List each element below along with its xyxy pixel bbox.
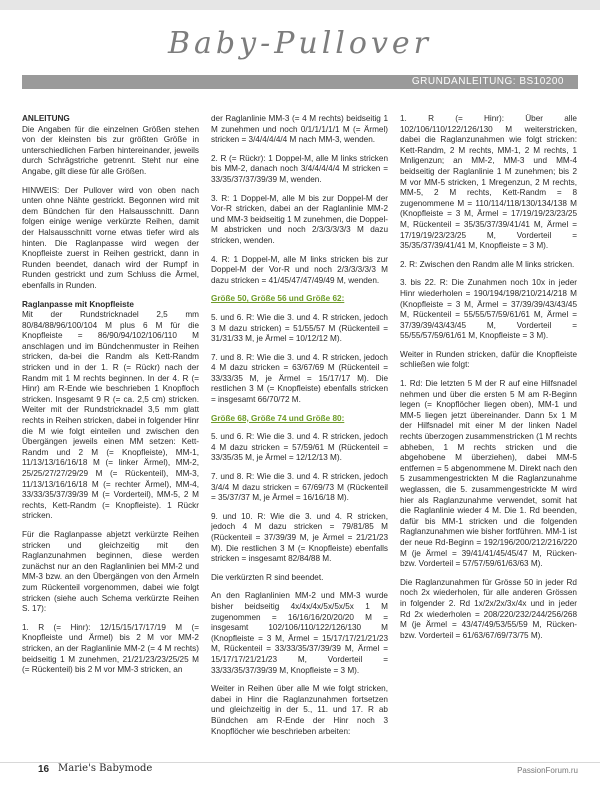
column-1 bbox=[22, 114, 199, 748]
c2-p6: 7. und 8. R: Wie die 3. und 4. R stricken, jedoch 4 M dazu stricken = 63/67/69 M (Rückenteil = 33/33/35 M, je Ärmel = 15/17/17 M). Die restlichen 3 M (= Knopfleiste) ebenfalls stricken = insgesamt 66/70/72 M. bbox=[211, 352, 388, 405]
c2-p9: 9. und 10. R: Wie die 3. und 4. R stricken, jedoch 4 M dazu stricken = 79/81/85 M (Rückenteil = 37/39/39 M, je Ärmel = 21/21/23 M). Die restlichen 3 M (= Knopfleiste) ebenfalls stricken = insgesamt 82/84/88 M. bbox=[211, 511, 388, 564]
c2-p4: 4. R: 1 Doppel-M, alle M links stricken bis zur Doppel-M der Vor-R und noch 2/3/3/3/3/3 M dazu stricken = 41/45/47/47/49/49 M, wenden. bbox=[211, 254, 388, 285]
page-title: Baby-Pullover bbox=[167, 26, 433, 61]
c3-p3: 3. bis 22. R: Die Zunahmen noch 10x in jeder Hinr wiederholen = 190/194/198/210/214/218 M (Knopfleiste = 3 M, Ärmel = 37/39/39/43/43/45 M, Rückenteil = 55/55/57/59/61/61 M, Ärmel = 37/39/39/43/43/45 M, Vorderteil = 55/55/57/59/61/61 M, Knopfleiste = 3 M). bbox=[400, 278, 577, 341]
c2-p7: 5. und 6. R: Wie die 3. und 4. R stricken, jedoch 4 M dazu stricken = 57/59/61 M (Rückenteil = 33/35/35 M, je Ärmel = 12/12/13 M). bbox=[211, 432, 388, 463]
c3-p2: 2. R: Zwischen den Randm alle M links stricken. bbox=[400, 259, 575, 269]
row1-text: 1. R (= Hinr): 12/15/15/17/17/19 M (= Knopfleiste und Ärmel) bis 2 M vor MM-2 stricken, an der Raglanlinie MM-2 (= 4 M rechts) beidseitig 1 M zunehmen, 21/21/23/23/25/25 M (= Rückenteil) bis 2 M vor MM-3 stricken, an bbox=[22, 622, 199, 675]
c2-p5: 5. und 6. R: Wie die 3. und 4. R stricken, jedoch 3 M dazu stricken) = 51/55/57 M (Rückenteil = 31/31/33 M, je Ärmel = 10/12/12 M). bbox=[211, 312, 388, 344]
sizes-heading-2: Größe 68, Größe 74 und Größe 80: bbox=[211, 413, 345, 423]
c2-p1: der Raglanlinie MM-3 (= 4 M rechts) beidseitig 1 M zunehmen und noch 0/1/1/1/1/1 M (= Ärmel) stricken = 3/4/4/4/4/4 M nach MM-3, wenden. bbox=[211, 114, 388, 145]
raglan-heading: Raglanpasse mit Knopfleiste bbox=[22, 299, 134, 309]
text-columns bbox=[22, 114, 578, 748]
anleitung-heading: ANLEITUNG bbox=[22, 114, 70, 123]
c2-p2: 2. R (= Rückr): 1 Doppel-M, alle M links stricken bis MM-2, danach noch 3/4/4/4/4/4 M stricken = 33/35/37/37/39/39 M, wenden. bbox=[211, 153, 388, 184]
column-2 bbox=[211, 114, 388, 748]
c2-p11: An den Raglanlinien MM-2 und MM-3 wurde bisher beidseitig 4x/4x/4x/5x/5x/5x 1 M zugenommen = 16/16/16/20/20/20 M = insgesamt 102/106/110/122/126/130 M (Knopfleiste = 3 M, Ärmel = 15/17/17/21/21/23 M, Rückenteil = 33/33/35/37/39/39 M, Ärmel = 15/17/17/21/21/23 M, Vorderteil = 33/33/35/37/39/39 M, Knopfleiste = 3 M). bbox=[211, 591, 388, 675]
c3-p6: Die Raglanzunahmen für Grösse 50 in jeder Rd noch 2x wiederholen, für alle anderen Grössen in folgender 2. Rd 1x/2x/2x/3x/4x und in jeder Rd 2x wiederholen = 208/220/232/244/256/268 M (je Ärmel = 43/47/49/53/55/59 M, Rücken- bzw. Vorderteil = 61/63/67/69/73/75 M). bbox=[400, 577, 577, 640]
c3-p5: 1. Rd: Die letzten 5 M der R auf eine Hilfsnadel nehmen und über die ersten 5 M am R-Beginn legen (= Knopflöcher liegen oben), MM-1 und MM-5 liegen jetzt übereinander. Dann 5x 1 M der Hilfsnadel mit einer M der linken Nadel rechts überzogen zusammenstricken (1 M rechts abheben, 1 M rechts stricken und die abgehobene M überziehen), dabei MM-5 entfernen = 5 abgenommene M. Direkt nach den 5 zusammengestrickten M die Raglanzunahme weglassen, die 5. zusammengestrickte M wird hier als Raglanzunahme verwendet, somit hat die Raglanlinie wieder 4 M. Die 1. Rd beenden, dafür bis MM-1 stricken und die folgenden Raglanzunahmen wie bisher fortführen. MM-1 ist der neue Rd-Beginn = 192/196/200/212/216/220 M (je Ärmel = 39/41/41/45/45/47 M, Rücken- bzw. Vorderteil = 57/57/59/61/63/63 M). bbox=[400, 379, 577, 569]
column-3 bbox=[400, 114, 577, 748]
raglan-text: Mit der Rundstricknadel 2,5 mm 80/84/88/96/100/104 M plus 6 M für die Knopfleiste = 86/90/94/102/106/110 M anschlagen und im Bündchenmuster in Reihen stricken, da-bei die Randm als Kett-Randm stricken und in der 1. R (= Rückr) nach der Randm mit 1 M rechts beginnen. In der 4. R (= Hinr) am R-Ende wie beschrieben 1 Knopfloch stricken. Insgesamt 9 R (= ca. 2,5 cm) stricken. Weiter mit der Rundstricknadel 3,5 mm glatt rechts in Reihen stricken, dabei in folgender Hinr die M wie folgt einteilen und zwischen den Übergängen jeweils einen MM setzen: Kett-Randm und 2 M (= Knopfleiste), MM-1, 11/13/13/16/16/18 M (= linker Ärmel), MM-2, 25/25/27/27/29/29 M (= Rückenteil), MM-3, 11/13/13/16/16/18 M (= rechter Ärmel), MM-4, 33/33/35/37/39/39 M (= Vorderteil), MM-5, 2 M rechts, Kett-Randm (= Knopfleiste). 1 Rückr stricken. bbox=[22, 310, 199, 521]
c2-p3: 3. R: 1 Doppel-M, alle M bis zur Doppel-M der Vor-R stricken, dabei an der Raglanlinie MM-2 und MM-3 beidseitig 1 M zunehmen, die Doppel-M abstricken und noch 2/3/3/3/3/3 M dazu stricken, wenden. bbox=[211, 193, 388, 245]
page-footer bbox=[22, 764, 578, 780]
anleitung-text: Die Angaben für die einzelnen Größen stehen von der kleinsten bis zur größten Größe in unterschiedlichen Farben hintereinander, jeweils durch Schrägstriche getrennt. Steht nur eine Angabe, gilt diese für alle Größen. bbox=[22, 124, 199, 176]
verkuerzte-text: Für die Raglanpasse abjetzt verkürzte Reihen stricken und gleichzeitig mit den Raglanzunahmen beginnen, diese werden zunächst nur an den Raglanlinien bei MM-2 und MM-3 bzw. an den Übergängen von den Ärmeln zum Rückenteil vorgenommen, dabei wie folgt stricken (siehe auch Schema verkürzte Reihen S. 17): bbox=[22, 529, 199, 614]
top-bar bbox=[0, 0, 600, 10]
c3-p4: Weiter in Runden stricken, dafür die Knopfleiste schließen wie folgt: bbox=[400, 349, 577, 370]
c2-p12: Weiter in Reihen über alle M wie folgt stricken, dabei in Hinr die Raglanzunahmen fortsetzen und gleichzeitig in der 5., 11. und 17. R ab Bündchen am R-Ende der Hinr noch 3 Knopflöcher wie beschrieben arbeiten: bbox=[211, 684, 388, 736]
section-bar: GRUNDANLEITUNG: BS10200 bbox=[22, 75, 578, 89]
c2-p8: 7. und 8. R: Wie die 3. und 4. R stricken, jedoch 3/4/4 M dazu stricken = 67/69/73 M (Rückenteil = 35/37/37 M, je Ärmel = 16/16/18 M). bbox=[211, 472, 388, 503]
page-number: 16 bbox=[38, 764, 50, 775]
c3-p1: 1. R (= Hinr): Über alle 102/106/110/122/126/130 M weiterstricken, dabei die Raglanzunahmen wie folgt stricken: Kett-Randm, 2 M rechts, MM-1, 2 M rechts, 1 Mnligenzun; an MM-2, MM-3 und MM-4 beidseitig der Raglanlinie 1 M zunehmen; bis 2 M vor MM-5 stricken, 1 Mregenzun, 2 M rechts, MM-5, 2 M rechts, Kett-Randm = 8 zugenommene M = 110/114/118/130/134/138 M (Knopfleiste = 3 M, Ärmel = 17/19/19/23/23/25 M, Rückenteil = 35/35/37/39/41/41 M, Ärmel = 17/19/19/23/23/25 M, Vorderteil = 35/35/37/39/41/41 M, Knopfleiste = 3 M). bbox=[400, 114, 577, 251]
c2-p10: Die verkürzten R sind beendet. bbox=[211, 572, 324, 582]
sizes-heading-1: Größe 50, Größe 56 und Größe 62: bbox=[211, 294, 345, 304]
hinweis-text: HINWEIS: Der Pullover wird von oben nach unten ohne Nähte gestrickt. Begonnen wird mit dem Bündchen für den Halsausschnitt. Dann folgen einige wenige verkürzte Reihen, damit der Halsausschnitt vorne etwas tiefer wird als hinten. Die Raglanpasse wird wegen der Knopfleiste zuerst in Reihen gestrickt, dann in Runden beendet, danach wird der Rumpf in Runden gestrickt und zum Schluss die Ärmel, ebenfalls in Runden. bbox=[22, 185, 199, 290]
site-watermark: PassionForum.ru bbox=[517, 766, 578, 775]
magazine-name: Marie's Babymode bbox=[58, 763, 153, 774]
